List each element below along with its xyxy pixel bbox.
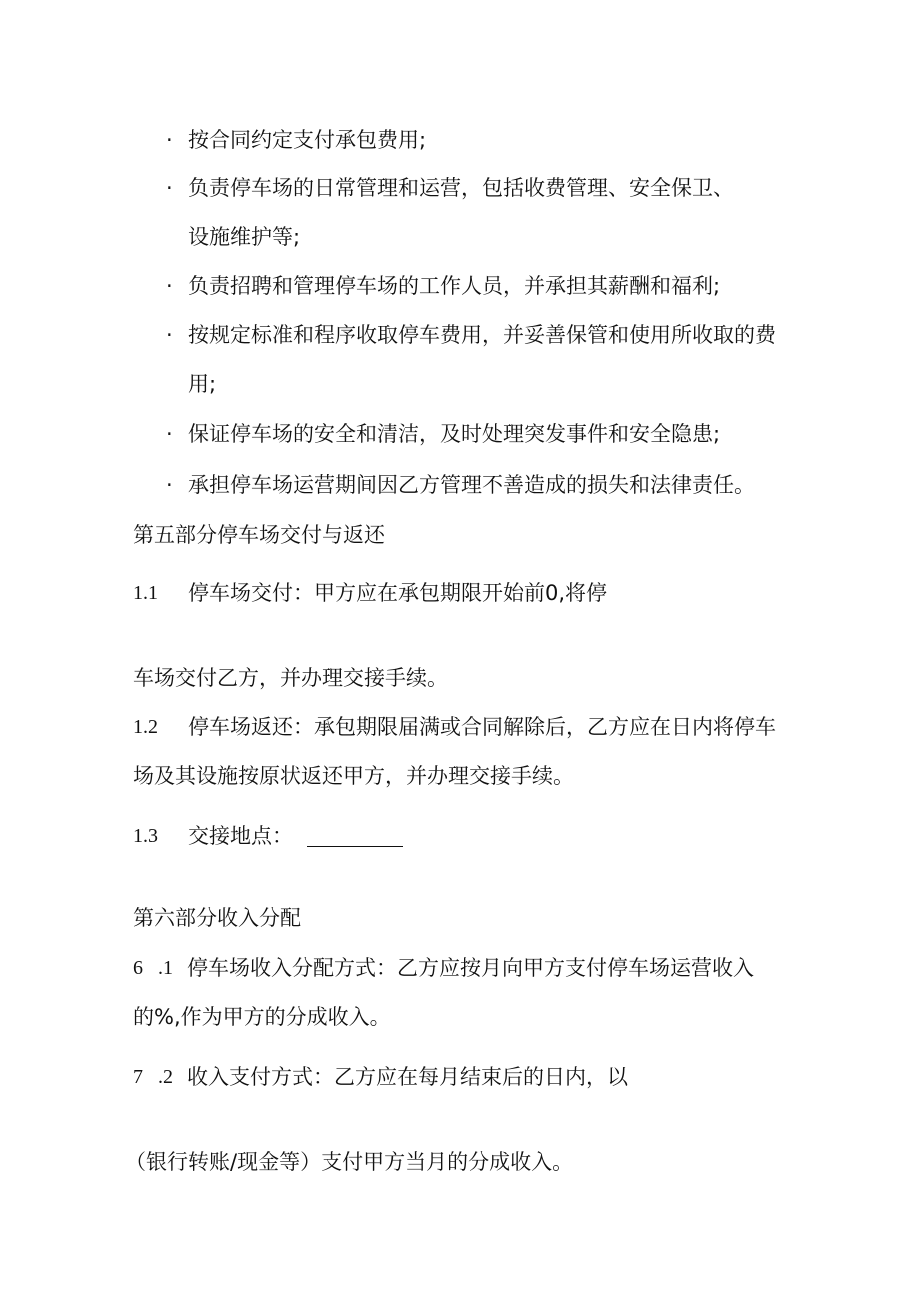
handover-location-blank (307, 826, 403, 847)
item-6-1-line-2: 的%,作为甲方的分成收入。 (133, 1005, 391, 1029)
item-7-2-line-1: 收入支付方式：乙方应在每月结束后的日内，以 (187, 1065, 628, 1089)
bullet-dot: · (166, 274, 173, 298)
bullet-item-1: 按合同约定支付承包费用; (188, 128, 427, 152)
bullet-item-4-line-1: 按规定标准和程序收取停车费用，并妥善保管和使用所收取的费 (188, 323, 776, 347)
bullet-item-3: 负责招聘和管理停车场的工作人员，并承担其薪酬和福利; (188, 274, 721, 298)
item-number: 1.2 (133, 716, 158, 738)
item-1-3 (188, 822, 403, 850)
bullet-item-2-line-2: 设施维护等; (188, 225, 301, 249)
item-number: 6 (133, 957, 143, 979)
item-subnumber: .1 (158, 957, 173, 979)
bullet-dot: · (166, 176, 173, 200)
bullet-item-6: 承担停车场运营期间因乙方管理不善造成的损失和法律责任。 (188, 473, 755, 497)
bullet-dot: · (166, 323, 173, 347)
bullet-dot: · (166, 422, 173, 446)
item-1-2-line-2: 场及其设施按原状返还甲方，并办理交接手续。 (133, 764, 574, 788)
item-number: 1.1 (133, 582, 158, 604)
handover-location-label: 交接地点： (188, 824, 293, 848)
item-number: 7 (133, 1066, 143, 1088)
item-7-2-line-2: （银行转账/现金等）支付甲方当月的分成收入。 (125, 1150, 574, 1174)
item-1-1-line-1: 停车场交付：甲方应在承包期限开始前0,将停 (188, 581, 608, 605)
bullet-item-4-line-2: 用; (188, 372, 217, 396)
bullet-item-5: 保证停车场的安全和清洁，及时处理突发事件和安全隐患; (188, 422, 721, 446)
bullet-dot: · (166, 128, 173, 152)
section-5-title: 第五部分停车场交付与返还 (133, 523, 385, 547)
item-1-1-line-2: 车场交付乙方，并办理交接手续。 (133, 666, 448, 690)
item-subnumber: .2 (158, 1066, 173, 1088)
item-1-2-line-1: 停车场返还：承包期限届满或合同解除后，乙方应在日内将停车 (188, 715, 776, 739)
bullet-item-2-line-1: 负责停车场的日常管理和运营，包括收费管理、安全保卫、 (188, 176, 734, 200)
item-6-1-line-1: 停车场收入分配方式：乙方应按月向甲方支付停车场运营收入 (187, 956, 754, 980)
item-number: 1.3 (133, 825, 158, 847)
section-6-title: 第六部分收入分配 (133, 906, 301, 930)
bullet-dot: · (166, 473, 173, 497)
